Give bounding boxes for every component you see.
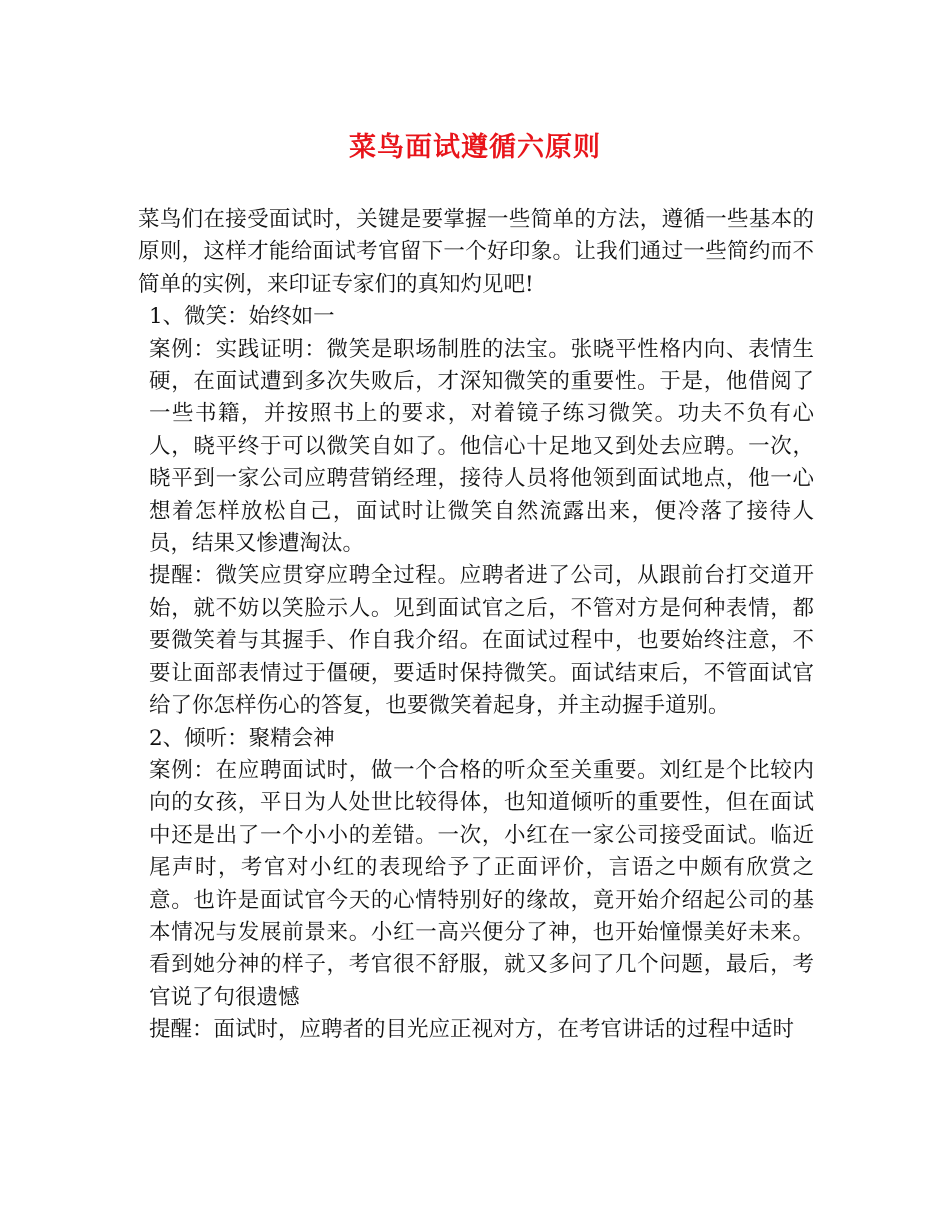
tip-paragraph-listen: 提醒：面试时，应聘者的目光应正视对方，在考官讲话的过程中适时 <box>149 1017 795 1043</box>
case-paragraph-listen: 案例：在应聘面试时，做一个合格的听众至关重要。刘红是个比较内向的女孩，平日为人处世比较得体，也知道倾听的重要性，但在面试中还是出了一个小小的差错。一次，小红在一家公司接受面试。临近尾声时，考官对小红的表现给予了正面评价，言语之中颇有欣赏之意。也许是面试官今天的心情特别好的缘故，竟开始介绍起公司的基本情况与发展前景来。小红一高兴便分了神，也开始憧憬美好未来。看到她分神的样子，考官很不舒服，就又多问了几个问题，最后，考官说了句很遗憾 <box>149 757 814 1010</box>
document-body <box>138 204 814 1047</box>
tip-paragraph-smile: 提醒：微笑应贯穿应聘全过程。应聘者进了公司，从跟前台打交道开始，就不妨以笑脸示人。见到面试官之后，不管对方是何种表情，都要微笑着与其握手、作自我介绍。在面试过程中，也要始终注意，不要让面部表情过于僵硬，要适时保持微笑。面试结束后，不管面试官给了你怎样伤心的答复，也要微笑着起身，并主动握手道别。 <box>149 563 814 719</box>
document-title: 菜鸟面试遵循六原则 <box>349 132 601 163</box>
section-heading-smile: 1、微笑：始终如一 <box>149 304 335 330</box>
section-heading-listen: 2、倾听：聚精会神 <box>149 725 335 751</box>
intro-paragraph: 菜鸟们在接受面试时，关键是要掌握一些简单的方法，遵循一些基本的原则，这样才能给面试考官留下一个好印象。让我们通过一些简约而不简单的实例，来印证专家们的真知灼见吧! <box>138 207 814 297</box>
case-paragraph-smile: 案例：实践证明：微笑是职场制胜的法宝。张晓平性格内向、表情生硬，在面试遭到多次失败后，才深知微笑的重要性。于是，他借阅了一些书籍，并按照书上的要求，对着镜子练习微笑。功夫不负有心人，晓平终于可以微笑自如了。他信心十足地又到处去应聘。一次，晓平到一家公司应聘营销经理，接待人员将他领到面试地点，他一心想着怎样放松自己，面试时让微笑自然流露出来，便冷落了接待人员，结果又惨遭淘汰。 <box>149 336 814 557</box>
